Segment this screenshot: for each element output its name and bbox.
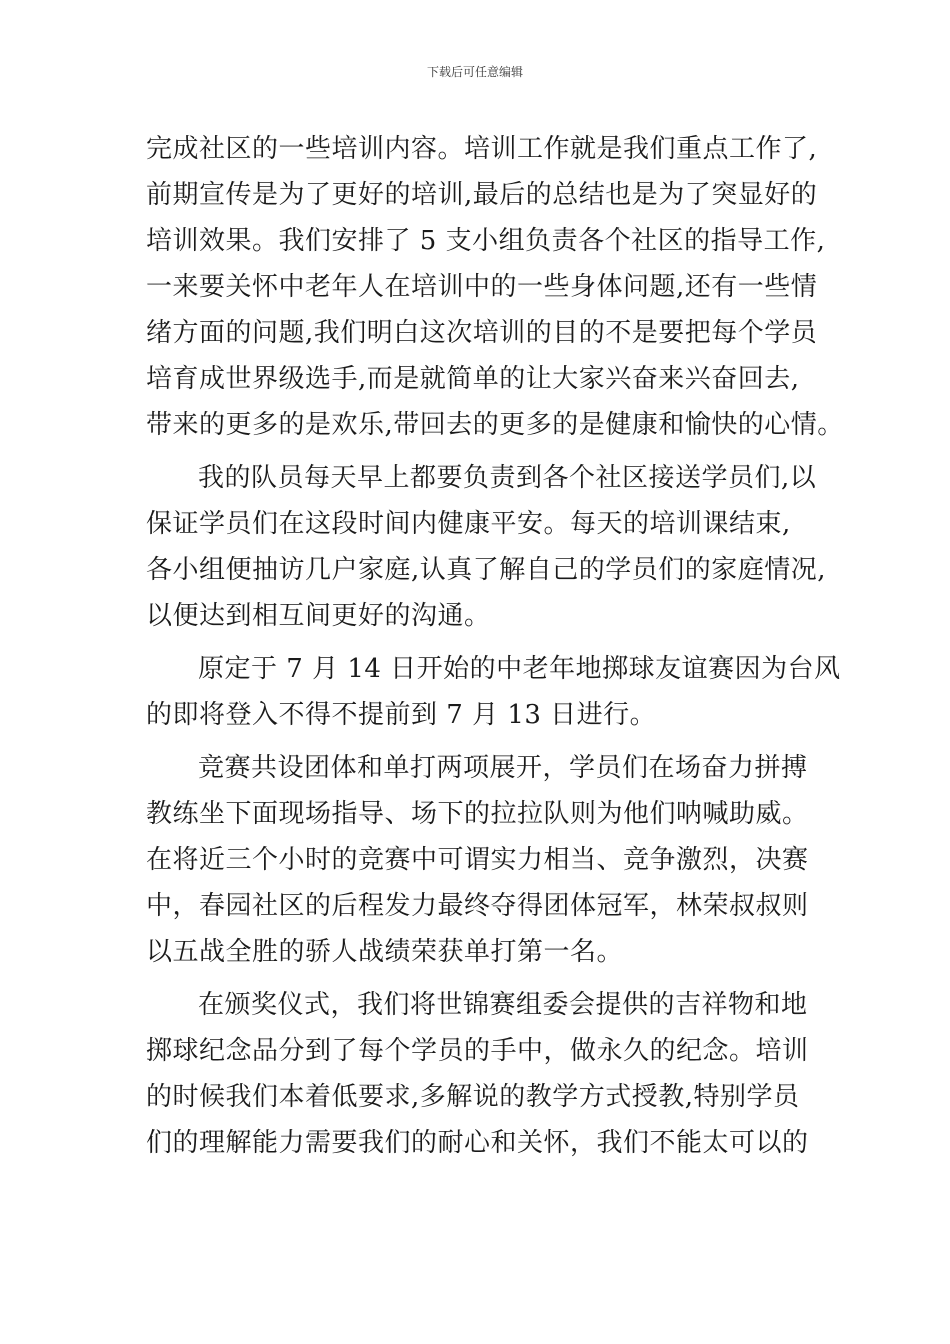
text-line: 各小组便抽访几户家庭,认真了解自己的学员们的家庭情况,	[146, 555, 827, 585]
text-line: 绪方面的问题,我们明白这次培训的目的不是要把每个学员	[146, 318, 818, 348]
text-line: 掷球纪念品分到了每个学员的手中，做永久的纪念。培训	[146, 1036, 809, 1066]
text-line: 保证学员们在这段时间内健康平安。每天的培训课结束,	[146, 509, 791, 539]
text-line: 教练坐下面现场指导、场下的拉拉队则为他们呐喊助威。	[146, 799, 809, 829]
page-header: 下载后可任意编辑	[426, 65, 523, 79]
text-line: 完成社区的一些培训内容。培训工作就是我们重点工作了,	[146, 134, 818, 164]
text-line: 在将近三个小时的竞赛中可谓实力相当、竞争激烈，决赛	[146, 845, 809, 875]
text-line: 前期宣传是为了更好的培训,最后的总结也是为了突显好的	[146, 180, 818, 210]
text-line: 以五战全胜的骄人战绩荣获单打第一名。	[146, 937, 624, 967]
text-line: 培训效果。我们安排了 5 支小组负责各个社区的指导工作,	[146, 226, 826, 256]
text-line: 我的队员每天早上都要负责到各个社区接送学员们,以	[198, 463, 817, 493]
text-line: 竞赛共设团体和单打两项展开，学员们在场奋力拼搏	[198, 753, 808, 783]
text-line: 原定于 7 月 14 日开始的中老年地掷球友谊赛因为台风	[198, 654, 841, 684]
text-line: 培育成世界级选手,而是就简单的让大家兴奋来兴奋回去,	[146, 364, 800, 394]
document-body	[146, 126, 844, 1166]
text-line: 带来的更多的是欢乐,带回去的更多的是健康和愉快的心情。	[146, 410, 844, 440]
text-line: 在颁奖仪式，我们将世锦赛组委会提供的吉祥物和地	[198, 990, 808, 1020]
text-line: 一来要关怀中老年人在培训中的一些身体问题,还有一些情	[146, 272, 818, 302]
paragraph	[146, 745, 816, 975]
text-line: 的即将登入不得不提前到 7 月 13 日进行。	[146, 700, 657, 730]
paragraph	[146, 982, 816, 1166]
text-line: 的时候我们本着低要求,多解说的教学方式授教,特别学员	[146, 1082, 800, 1112]
text-line: 们的理解能力需要我们的耐心和关怀，我们不能太可以的	[146, 1128, 809, 1158]
text-line: 中，春园社区的后程发力最终夺得团体冠军，林荣叔叔则	[146, 891, 809, 921]
paragraph	[146, 455, 827, 639]
paragraph	[146, 646, 841, 738]
text-line: 以便达到相互间更好的沟通。	[146, 601, 491, 631]
paragraph	[146, 126, 844, 448]
